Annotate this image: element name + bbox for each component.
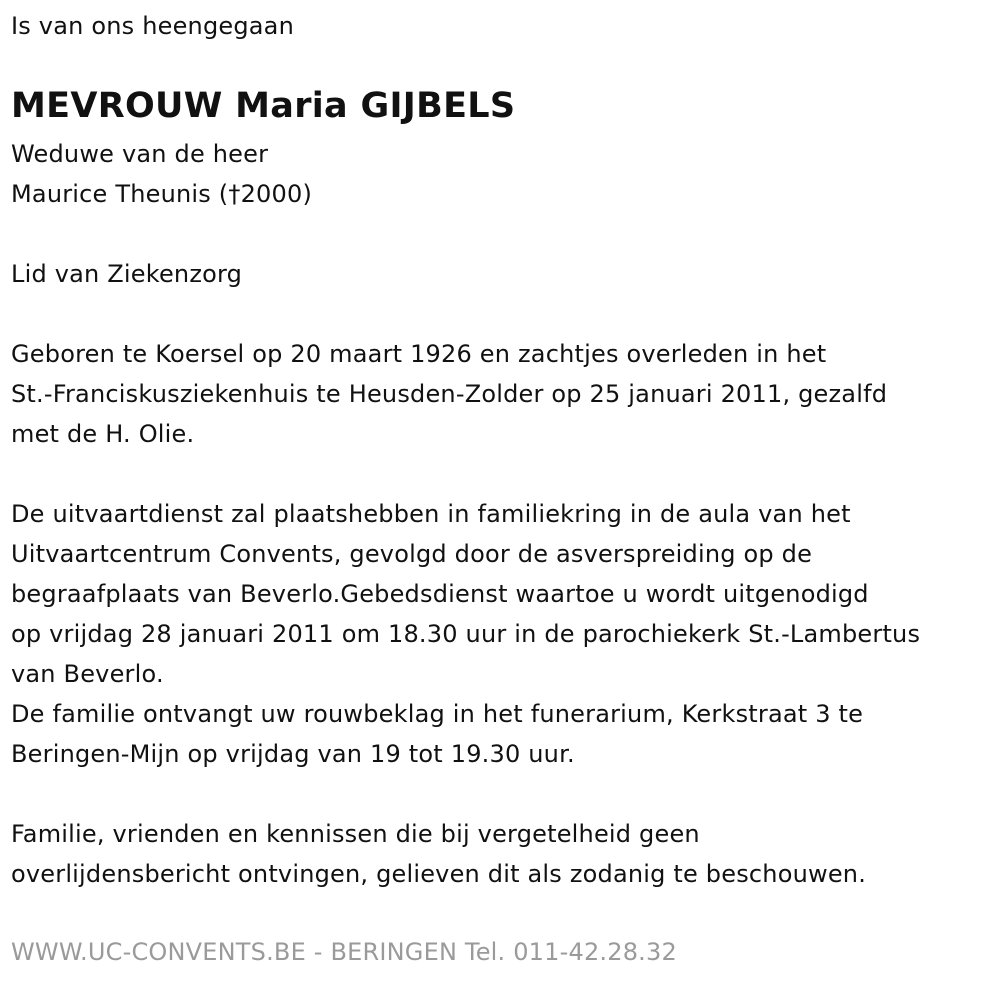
paragraph-line: begraafplaats van Beverlo.Gebedsdienst waartoe u wordt uitgenodigd xyxy=(11,580,869,608)
family-paragraph xyxy=(11,814,866,894)
intro-text: Is van ons heengegaan xyxy=(11,12,295,40)
paragraph-line: Beringen-Mijn op vrijdag van 19 tot 19.30 uur. xyxy=(11,740,575,768)
membership-line: Lid van Ziekenzorg xyxy=(11,260,243,288)
funeral-home-footer: WWW.UC-CONVENTS.BE - BERINGEN Tel. 011-42.28.32 xyxy=(11,938,677,966)
widow-info xyxy=(11,134,312,214)
membership-info xyxy=(11,254,242,294)
birth-death-paragraph xyxy=(11,334,887,454)
funeral-paragraph xyxy=(11,494,920,774)
paragraph-line: Uitvaartcentrum Convents, gevolgd door de asverspreiding op de xyxy=(11,540,813,568)
widow-line: Maurice Theunis (†2000) xyxy=(11,180,313,208)
widow-line: Weduwe van de heer xyxy=(11,140,269,168)
paragraph-line: St.-Franciskusziekenhuis te Heusden-Zolder op 25 januari 2011, gezalfd xyxy=(11,380,888,408)
paragraph-line: De uitvaartdienst zal plaatshebben in familiekring in de aula van het xyxy=(11,500,851,528)
paragraph-line: De familie ontvangt uw rouwbeklag in het funerarium, Kerkstraat 3 te xyxy=(11,700,864,728)
paragraph-line: op vrijdag 28 januari 2011 om 18.30 uur in de parochiekerk St.-Lambertus xyxy=(11,620,921,648)
paragraph-line: Geboren te Koersel op 20 maart 1926 en zachtjes overleden in het xyxy=(11,340,827,368)
deceased-name: MEVROUW Maria GIJBELS xyxy=(11,86,516,126)
paragraph-line: Familie, vrienden en kennissen die bij vergetelheid geen xyxy=(11,820,700,848)
paragraph-line: overlijdensbericht ontvingen, gelieven dit als zodanig te beschouwen. xyxy=(11,860,867,888)
paragraph-line: van Beverlo. xyxy=(11,660,164,688)
paragraph-line: met de H. Olie. xyxy=(11,420,195,448)
